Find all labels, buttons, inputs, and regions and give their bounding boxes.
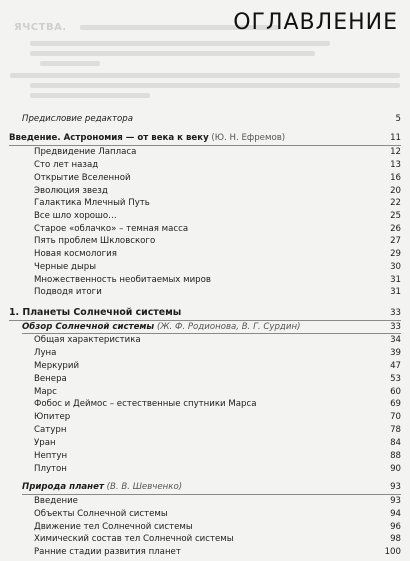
toc-entry <box>0 545 410 559</box>
toc-entry <box>0 209 410 223</box>
toc-entry-page: 13 <box>390 160 401 170</box>
toc-entry <box>0 397 410 411</box>
toc-entry <box>0 196 410 210</box>
toc-entry <box>0 436 410 450</box>
toc-entry <box>0 171 410 185</box>
toc-entry-page: 29 <box>390 249 401 259</box>
toc-entry-title: Множественность необитаемых миров <box>34 275 211 285</box>
toc-entry-page: 70 <box>390 412 401 422</box>
toc-entry-page: 30 <box>390 262 401 272</box>
toc-entry-page: 53 <box>390 374 401 384</box>
toc-entry-page: 39 <box>390 348 401 358</box>
toc-entry-page: 12 <box>390 147 401 157</box>
toc-entry-title: Пять проблем Шкловского <box>34 236 156 246</box>
toc-entry-preface <box>0 112 410 126</box>
toc-entry-page: 90 <box>390 464 401 474</box>
toc-section-overview <box>0 320 410 334</box>
toc-entry <box>0 449 410 463</box>
toc-entry <box>0 247 410 261</box>
toc-entry <box>0 285 410 299</box>
toc-chapter-author: (Ю. Н. Ефремов) <box>211 133 286 143</box>
toc-entry <box>0 372 410 386</box>
toc-entry-page: 47 <box>390 361 401 371</box>
toc-entry <box>0 145 410 159</box>
toc-entry-title: Плутон <box>34 464 67 474</box>
toc-section-nature <box>0 480 410 494</box>
toc-entry-page: 100 <box>384 547 401 557</box>
toc-entry-title: Нептун <box>34 451 68 461</box>
toc-entry-title: Черные дыры <box>34 262 97 272</box>
toc-entry <box>0 423 410 437</box>
toc-entry <box>0 359 410 373</box>
toc-entry-title: Сто лет назад <box>34 160 99 170</box>
toc-entry <box>0 158 410 172</box>
toc-entry-page: 60 <box>390 387 401 397</box>
toc-entry-title: Химический состав тел Солнечной системы <box>34 534 234 544</box>
toc-entry-title: Венера <box>34 374 67 384</box>
toc-chapter-intro <box>0 131 410 145</box>
toc-entry-page: 88 <box>390 451 401 461</box>
toc-entry-page: 98 <box>390 534 401 544</box>
toc-entry-page: 34 <box>390 335 401 345</box>
toc-entry-page: 5 <box>395 114 401 124</box>
toc-entry-page: 84 <box>390 438 401 448</box>
toc-entry-title: Юпитер <box>34 412 71 422</box>
toc-entry-title: Галактика Млечный Путь <box>34 198 150 208</box>
toc-section-page: 33 <box>390 322 401 332</box>
toc-entry <box>0 507 410 521</box>
toc-entry-title: Сатурн <box>34 425 67 435</box>
toc-entry-page: 22 <box>390 198 401 208</box>
toc-entry-title: Ранние стадии развития планет <box>34 547 181 557</box>
toc-entry-title: Все шло хорошо… <box>34 211 117 221</box>
toc-entry-title: Уран <box>34 438 56 448</box>
toc-section-author: (В. В. Шевченко) <box>106 482 183 492</box>
toc-entry-title: Открытие Вселенной <box>34 173 131 183</box>
toc-entry-title: Меркурий <box>34 361 80 371</box>
toc-entry <box>0 333 410 347</box>
toc-entry-title: Луна <box>34 348 57 358</box>
toc-entry-page: 31 <box>390 275 401 285</box>
toc-entry-title: Предисловие редактора <box>22 114 134 124</box>
toc-entry-title: Марс <box>34 387 57 397</box>
toc-chapter-title: 1. Планеты Солнечной системы <box>9 307 182 318</box>
toc-chapter-title: Введение. Астрономия — от века к веку <box>9 133 209 143</box>
toc-entry-title: Общая характеристика <box>34 335 141 345</box>
page-title: ОГЛАВЛЕНИЕ <box>233 10 398 35</box>
toc-entry-page: 78 <box>390 425 401 435</box>
toc-chapter-page: 11 <box>390 133 401 143</box>
toc-entry <box>0 234 410 248</box>
toc-entry-title: Подводя итоги <box>34 287 102 297</box>
toc-entry-page: 20 <box>390 186 401 196</box>
toc-section-title: Обзор Солнечной системы <box>22 322 155 332</box>
toc-entry-page: 69 <box>390 399 401 409</box>
toc-entry-title: Новая космология <box>34 249 117 259</box>
toc-entry-title: Введение <box>34 496 78 506</box>
toc-section-title: Природа планет <box>22 482 104 492</box>
toc-entry-title: Предвидение Лапласа <box>34 147 137 157</box>
toc-section-page: 93 <box>390 482 401 492</box>
toc-entry <box>0 462 410 476</box>
toc-entry-page: 25 <box>390 211 401 221</box>
bleed-through-text: ЯЧСТВА. <box>10 0 400 98</box>
toc-entry <box>0 346 410 360</box>
toc-entry-title: Объекты Солнечной системы <box>34 509 168 519</box>
toc-entry-page: 16 <box>390 173 401 183</box>
toc-entry <box>0 494 410 508</box>
toc-entry <box>0 532 410 546</box>
toc-entry <box>0 260 410 274</box>
toc-entry-title: Движение тел Солнечной системы <box>34 522 193 532</box>
toc-entry-title: Старое «облачко» – темная масса <box>34 224 189 234</box>
toc-entry-page: 31 <box>390 287 401 297</box>
toc-entry-title: Фобос и Деймос – естественные спутники Марса <box>34 399 257 409</box>
toc-entry-title: Эволюция звезд <box>34 186 108 196</box>
toc-chapter-1 <box>0 306 410 320</box>
toc-entry-page: 94 <box>390 509 401 519</box>
toc-entry-page: 27 <box>390 236 401 246</box>
toc-section-author: (Ж. Ф. Родионова, В. Г. Сурдин) <box>156 322 301 332</box>
toc-entry-page: 96 <box>390 522 401 532</box>
toc-entry <box>0 410 410 424</box>
toc-entry-page: 93 <box>390 496 401 506</box>
toc-entry-page: 26 <box>390 224 401 234</box>
toc-chapter-page: 33 <box>390 308 401 318</box>
